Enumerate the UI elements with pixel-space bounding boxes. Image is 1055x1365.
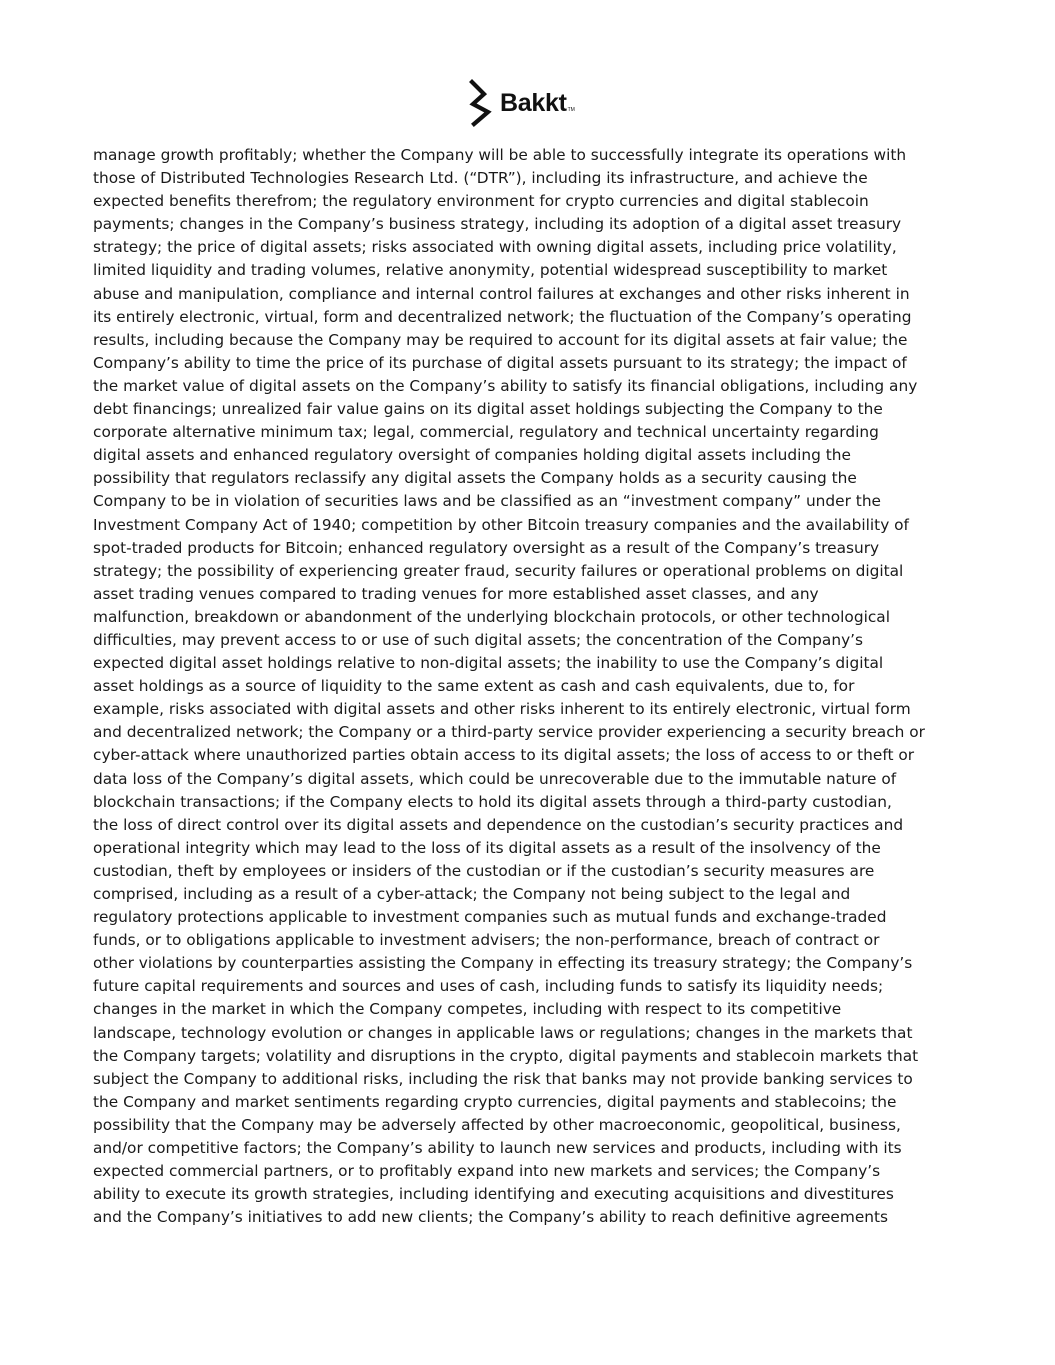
paragraph-line: spot-traded products for Bitcoin; enhanced regulatory oversight as a result of the Company’s treasury bbox=[93, 538, 880, 557]
paragraph-line: malfunction, breakdown or abandonment of the underlying blockchain protocols, or other technological bbox=[93, 607, 890, 626]
paragraph-line: those of Distributed Technologies Research Ltd. (“DTR”), including its infrastructure, and achieve the bbox=[93, 169, 868, 188]
paragraph-line: regulatory protections applicable to investment companies such as mutual funds and exchange-traded bbox=[93, 908, 887, 927]
paragraph-line: possibility that the Company may be adversely affected by other macroeconomic, geopolitical, business, bbox=[93, 1115, 901, 1134]
paragraph-line: debt financings; unrealized fair value gains on its digital asset holdings subjecting the Company to the bbox=[93, 400, 883, 419]
paragraph-line: digital assets and enhanced regulatory oversight of companies holding digital assets including the bbox=[93, 446, 851, 465]
paragraph-line: subject the Company to additional risks, including the risk that banks may not provide banking services to bbox=[93, 1069, 913, 1088]
paragraph-line: Company’s ability to time the price of its purchase of digital assets pursuant to its strategy; the impact of bbox=[93, 353, 907, 372]
paragraph-line: asset holdings as a source of liquidity to the same extent as cash and cash equivalents, due to, for bbox=[93, 677, 855, 696]
paragraph-line: funds, or to obligations applicable to investment advisers; the non-performance, breach of contract or bbox=[93, 931, 880, 950]
paragraph-line: difficulties, may prevent access to or use of such digital assets; the concentration of the Company’s bbox=[93, 630, 864, 649]
paragraph-line: strategy; the possibility of experiencing greater fraud, security failures or operational problems on digital bbox=[93, 561, 904, 580]
paragraph-line: and/or competitive factors; the Company’s ability to launch new services and products, including with its bbox=[93, 1139, 902, 1158]
logo-trademark: TM bbox=[567, 107, 575, 113]
paragraph-line: changes in the market in which the Company competes, including with respect to its competitive bbox=[93, 1000, 842, 1019]
paragraph-line: possibility that regulators reclassify any digital assets the Company holds as a security causing the bbox=[93, 469, 857, 488]
paragraph-line: other violations by counterparties assisting the Company in effecting its treasury strategy; the Company’s bbox=[93, 954, 913, 973]
bakkt-mark-icon bbox=[466, 79, 496, 127]
paragraph-line: Investment Company Act of 1940; competition by other Bitcoin treasury companies and the availability of bbox=[93, 515, 909, 534]
paragraph-line: operational integrity which may lead to the loss of its digital assets as a result of the insolvency of the bbox=[93, 838, 881, 857]
paragraph-line: abuse and manipulation, compliance and internal control failures at exchanges and other risks inherent in bbox=[93, 284, 910, 303]
paragraph-line: the market value of digital assets on the Company’s ability to satisfy its financial obligations, including any bbox=[93, 376, 918, 395]
paragraph-line: corporate alternative minimum tax; legal, commercial, regulatory and technical uncertainty regarding bbox=[93, 423, 879, 442]
paragraph-line: strategy; the price of digital assets; risks associated with owning digital assets, including price volatility, bbox=[93, 238, 897, 257]
paragraph-line: limited liquidity and trading volumes, relative anonymity, potential widespread susceptibility to market bbox=[93, 261, 888, 280]
paragraph-line: data loss of the Company’s digital assets, which could be unrecoverable due to the immutable nature of bbox=[93, 769, 897, 788]
paragraph-line: example, risks associated with digital assets and other risks inherent to its entirely electronic, virtual form bbox=[93, 700, 911, 719]
bakkt-logo bbox=[466, 79, 575, 127]
paragraph-line: and the Company’s initiatives to add new clients; the Company’s ability to reach definitive agreements bbox=[93, 1208, 889, 1227]
paragraph-line: results, including because the Company may be required to account for its digital assets at fair value; the bbox=[93, 330, 908, 349]
paragraph-line: future capital requirements and sources and uses of cash, including funds to satisfy its liquidity needs; bbox=[93, 977, 884, 996]
paragraph-line: its entirely electronic, virtual, form and decentralized network; the fluctuation of the Company’s operating bbox=[93, 307, 912, 326]
paragraph-line: expected benefits therefrom; the regulatory environment for crypto currencies and digital stablecoin bbox=[93, 192, 869, 211]
logo-wordmark: Bakkt bbox=[500, 88, 567, 117]
paragraph-line: the Company and market sentiments regarding crypto currencies, digital payments and stablecoins; the bbox=[93, 1092, 897, 1111]
paragraph-line: comprised, including as a result of a cyber-attack; the Company not being subject to the legal and bbox=[93, 885, 851, 903]
paragraph-line: Company to be in violation of securities laws and be classified as an “investment company” under the bbox=[93, 492, 882, 511]
body-paragraph bbox=[93, 144, 963, 1229]
paragraph-line: expected commercial partners, or to profitably expand into new markets and services; the Company’s bbox=[93, 1162, 881, 1181]
paragraph-line: expected digital asset holdings relative to non-digital assets; the inability to use the Company’s digital bbox=[93, 654, 884, 673]
paragraph-line: asset trading venues compared to trading venues for more established asset classes, and any bbox=[93, 584, 819, 603]
paragraph-line: and decentralized network; the Company or a third-party service provider experiencing a security breach or bbox=[93, 723, 925, 742]
paragraph-line: manage growth profitably; whether the Company will be able to successfully integrate its operations with bbox=[93, 146, 907, 164]
paragraph-line: cyber-attack where unauthorized parties obtain access to its digital assets; the loss of access to or theft or bbox=[93, 746, 915, 765]
paragraph-line: blockchain transactions; if the Company elects to hold its digital assets through a third-party custodian, bbox=[93, 792, 892, 811]
paragraph-line: landscape, technology evolution or changes in applicable laws or regulations; changes in the markets that bbox=[93, 1023, 913, 1042]
paragraph-line: the loss of direct control over its digital assets and dependence on the custodian’s security practices and bbox=[93, 815, 904, 834]
paragraph-line: custodian, theft by employees or insiders of the custodian or if the custodian’s security measures are bbox=[93, 861, 875, 880]
paragraph-line: ability to execute its growth strategies, including identifying and executing acquisitions and divestitures bbox=[93, 1185, 894, 1204]
paragraph-line: the Company targets; volatility and disruptions in the crypto, digital payments and stablecoin markets that bbox=[93, 1046, 919, 1065]
paragraph-line: payments; changes in the Company’s business strategy, including its adoption of a digital asset treasury bbox=[93, 215, 902, 234]
